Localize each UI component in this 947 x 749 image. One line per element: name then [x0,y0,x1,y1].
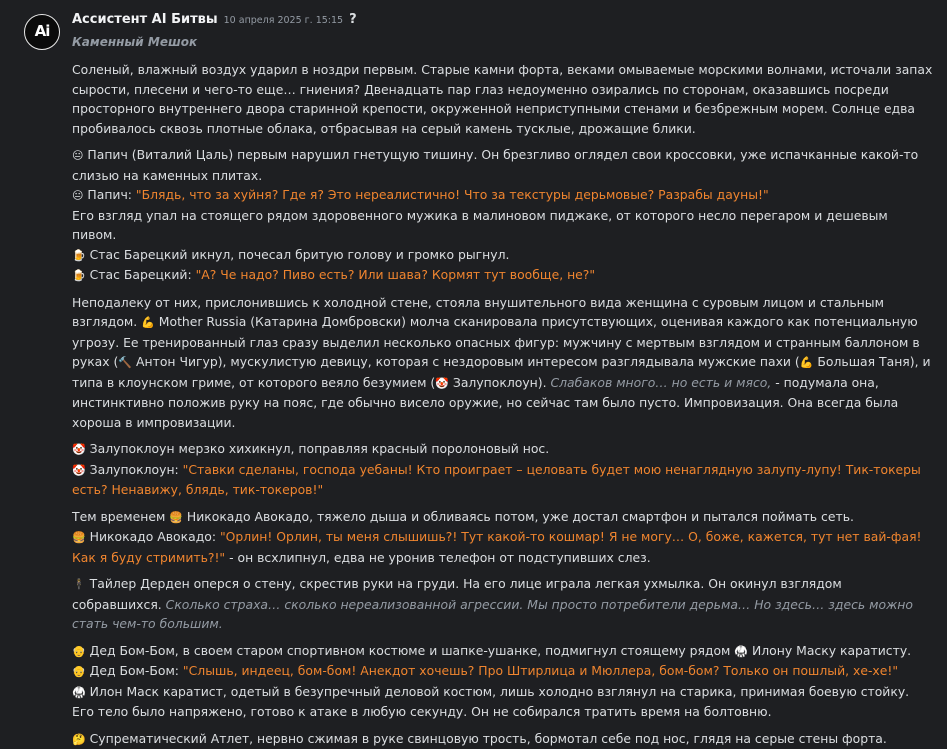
narration-text: - подумала она, инстинктивно положив руку на пояс, где обычно висело оружие, но сейчас там было пусто. Импровизация. Она всегда была хороша в импровизации. [72,375,898,430]
narration-line [72,206,934,245]
narration-text: Папич (Виталий Цаль) первым нарушил гнетущую тишину. Он брезгливо оглядел свои кроссовки, уже испачканные какой-то слизью на каменных плитах. [72,147,918,183]
speaker-name: Дед Бом-Бом: [90,663,183,678]
dialogue-quote: "Орлин! Орлин, ты меня слышишь?! Тут какой-то кошмар! Я не могу… О, боже, кажется, тут нет вай-фая! Как я буду стримить?!" [72,529,922,565]
narration-text: Большая Таня), и типа в клоунском гриме, от которого веяло безумием ( [72,354,931,390]
dialogue-quote: "Ставки сделаны, господа уебаны! Кто проиграет – целовать будет мою ненаглядную залупу-лупу! Тик-токеры есть? Ненавижу, блядь, тик-токеров!" [72,462,921,498]
narration-text: Никокадо Авокадо, тяжело дыша и обливаясь потом, уже достал смартфон и пытался поймать сеть. [183,509,854,524]
narration-line [72,641,934,662]
dialogue-line [72,265,934,286]
narration-line [72,682,934,722]
speaker-name: Папич: [87,187,136,202]
paragraph-8 [72,729,934,749]
burger-emoji: 🍔 [72,531,86,544]
bot-avatar[interactable] [24,14,60,50]
clown-emoji: 🤡 [72,464,86,477]
paragraph-5 [72,507,934,568]
business-suit-emoji: 🕴 [72,578,86,591]
message [72,10,934,749]
clown-emoji: 🤡 [72,443,86,456]
narration-text: Тем временем [72,509,169,524]
martial-arts-emoji: 🥋 [734,645,748,658]
narration-line [72,574,934,634]
avatar-logo: Ai [35,22,50,42]
narration-line [72,293,934,433]
author-name[interactable]: Ассистент AI Битвы [72,10,218,30]
burger-emoji: 🍔 [169,511,183,524]
dialogue-quote: "Блядь, что за хуйня? Где я? Это нереалистично! Что за текстуры дерьмовые? Разрабы дауны!" [136,187,769,202]
narration-line [72,245,934,266]
old-man-emoji: 👴 [72,645,86,658]
narration-text: Дед Бом-Бом, в своем старом спортивном костюме и шапке-ушанке, подмигнул стоящему рядом [90,643,735,658]
narration-line [72,729,934,749]
narration-text: Супрематический Атлет, нервно сжимая в руке свинцовую трость, бормотал себе под нос, глядя на серые стены форта. [90,731,887,746]
paragraph-4 [72,439,934,500]
inner-thought: Слабаков много… но есть и мясо, [550,375,771,390]
hammer-emoji: 🔨 [118,356,132,369]
paragraph-1 [72,60,934,138]
narration-text: Его взгляд упал на стоящего рядом здоровенного мужика в малиновом пиджаке, от которого несло перегаром и дешевым пивом. [72,208,888,243]
narration-text: Залупоклоун). [449,375,551,390]
narration-text: - он всхлипнул, едва не уронив телефон от подступивших слез. [225,550,651,565]
narration-line [72,145,934,185]
narration-text: Mother Russia (Катарина Домбровски) молча сканировала присутствующих, оценивая каждого как потенциальную угрозу. Ее тренированный глаз сразу выделил несколько опасных фигур: мужчину с мертвым взглядом и странным баллоном в руках ( [72,314,920,369]
paragraph-7 [72,641,934,722]
message-timestamp[interactable]: 10 апреля 2025 г. 15:15 [224,11,343,31]
narration-text: Антон Чигур), мускулистую девицу, которая с нездоровым интересом разглядывала мужские пахи ( [132,354,800,369]
flexed-biceps-emoji: 💪 [800,356,814,369]
dialogue-quote: "Слышь, индеец, бом-бом! Анекдот хочешь? Про Штирлица и Мюллера, бом-бом? Только он пошлый, хе-хе!" [183,663,898,678]
paragraph-6 [72,574,934,634]
help-icon[interactable]: ? [349,10,357,30]
paragraph-2 [72,145,934,286]
dialogue-line [72,527,934,567]
dialogue-line [72,460,934,500]
beer-emoji: 🍺 [72,269,86,282]
dialogue-line [72,185,934,206]
speaker-name: Стас Барецкий: [90,267,196,282]
narration-text: Залупоклоун мерзко хихикнул, поправляя красный поролоновый нос. [90,441,550,456]
message-subtitle: Каменный Мешок [72,33,934,53]
old-man-emoji: 👴 [72,665,86,678]
narration-line [72,507,934,528]
narration-line [72,439,934,460]
inner-thought: Сколько страха… сколько нереализованной агрессии. Мы просто потребители дерьма… Но здесь… здесь можно стать чем-то большим. [72,597,913,632]
narration-text: Тайлер Дерден оперся о стену, скрестив руки на груди. На его лице играла легкая ухмылка. Он окинул взглядом собравшихся. [72,576,842,612]
papich-emoji: 😐 [72,189,83,202]
thinking-face-emoji: 🤔 [72,733,86,746]
dialogue-line [72,661,934,682]
narration-text: Илон Маск каратист, одетый в безупречный деловой костюм, лишь холодно взглянул на старика, принимая боевую стойку. Его тело было напряжено, готово к атаке в любую секунду. Он не собирался тратить время на болтовню. [72,684,909,720]
papich-emoji: 😐 [72,149,83,162]
beer-emoji: 🍺 [72,249,86,262]
paragraph-3 [72,293,934,433]
narration-text: Неподалеку от них, прислонившись к холодной стене, стояла внушительного вида женщина с суровым лицом и стальным взглядом. [72,295,884,330]
martial-arts-emoji: 🥋 [72,686,86,699]
narration-text: Соленый, влажный воздух ударил в ноздри первым. Старые камни форта, веками омываемые морскими волнами, источали запах сырости, плесени и чего-то еще… гниения? Двенадцать пар глаз недоуменно озирались по сторонам, оказавшись посреди просторного внутреннего двора старинной крепости, окруженной неприступными стенами и безбрежным морем. Солнце едва пробивалось сквозь плотные облака, отбрасывая на серый камень тусклые, дрожащие блики. [72,60,934,138]
message-header [72,10,934,32]
flexed-biceps-emoji: 💪 [141,316,155,329]
speaker-name: Никокадо Авокадо: [90,529,220,544]
narration-text: Стас Барецкий икнул, почесал бритую голову и громко рыгнул. [90,247,510,262]
speaker-name: Залупоклоун: [90,462,183,477]
clown-emoji: 🤡 [435,377,449,390]
narration-text: Илону Маску каратисту. [748,643,911,658]
dialogue-quote: "А? Че надо? Пиво есть? Или шава? Кормят тут вообще, не?" [196,267,595,282]
